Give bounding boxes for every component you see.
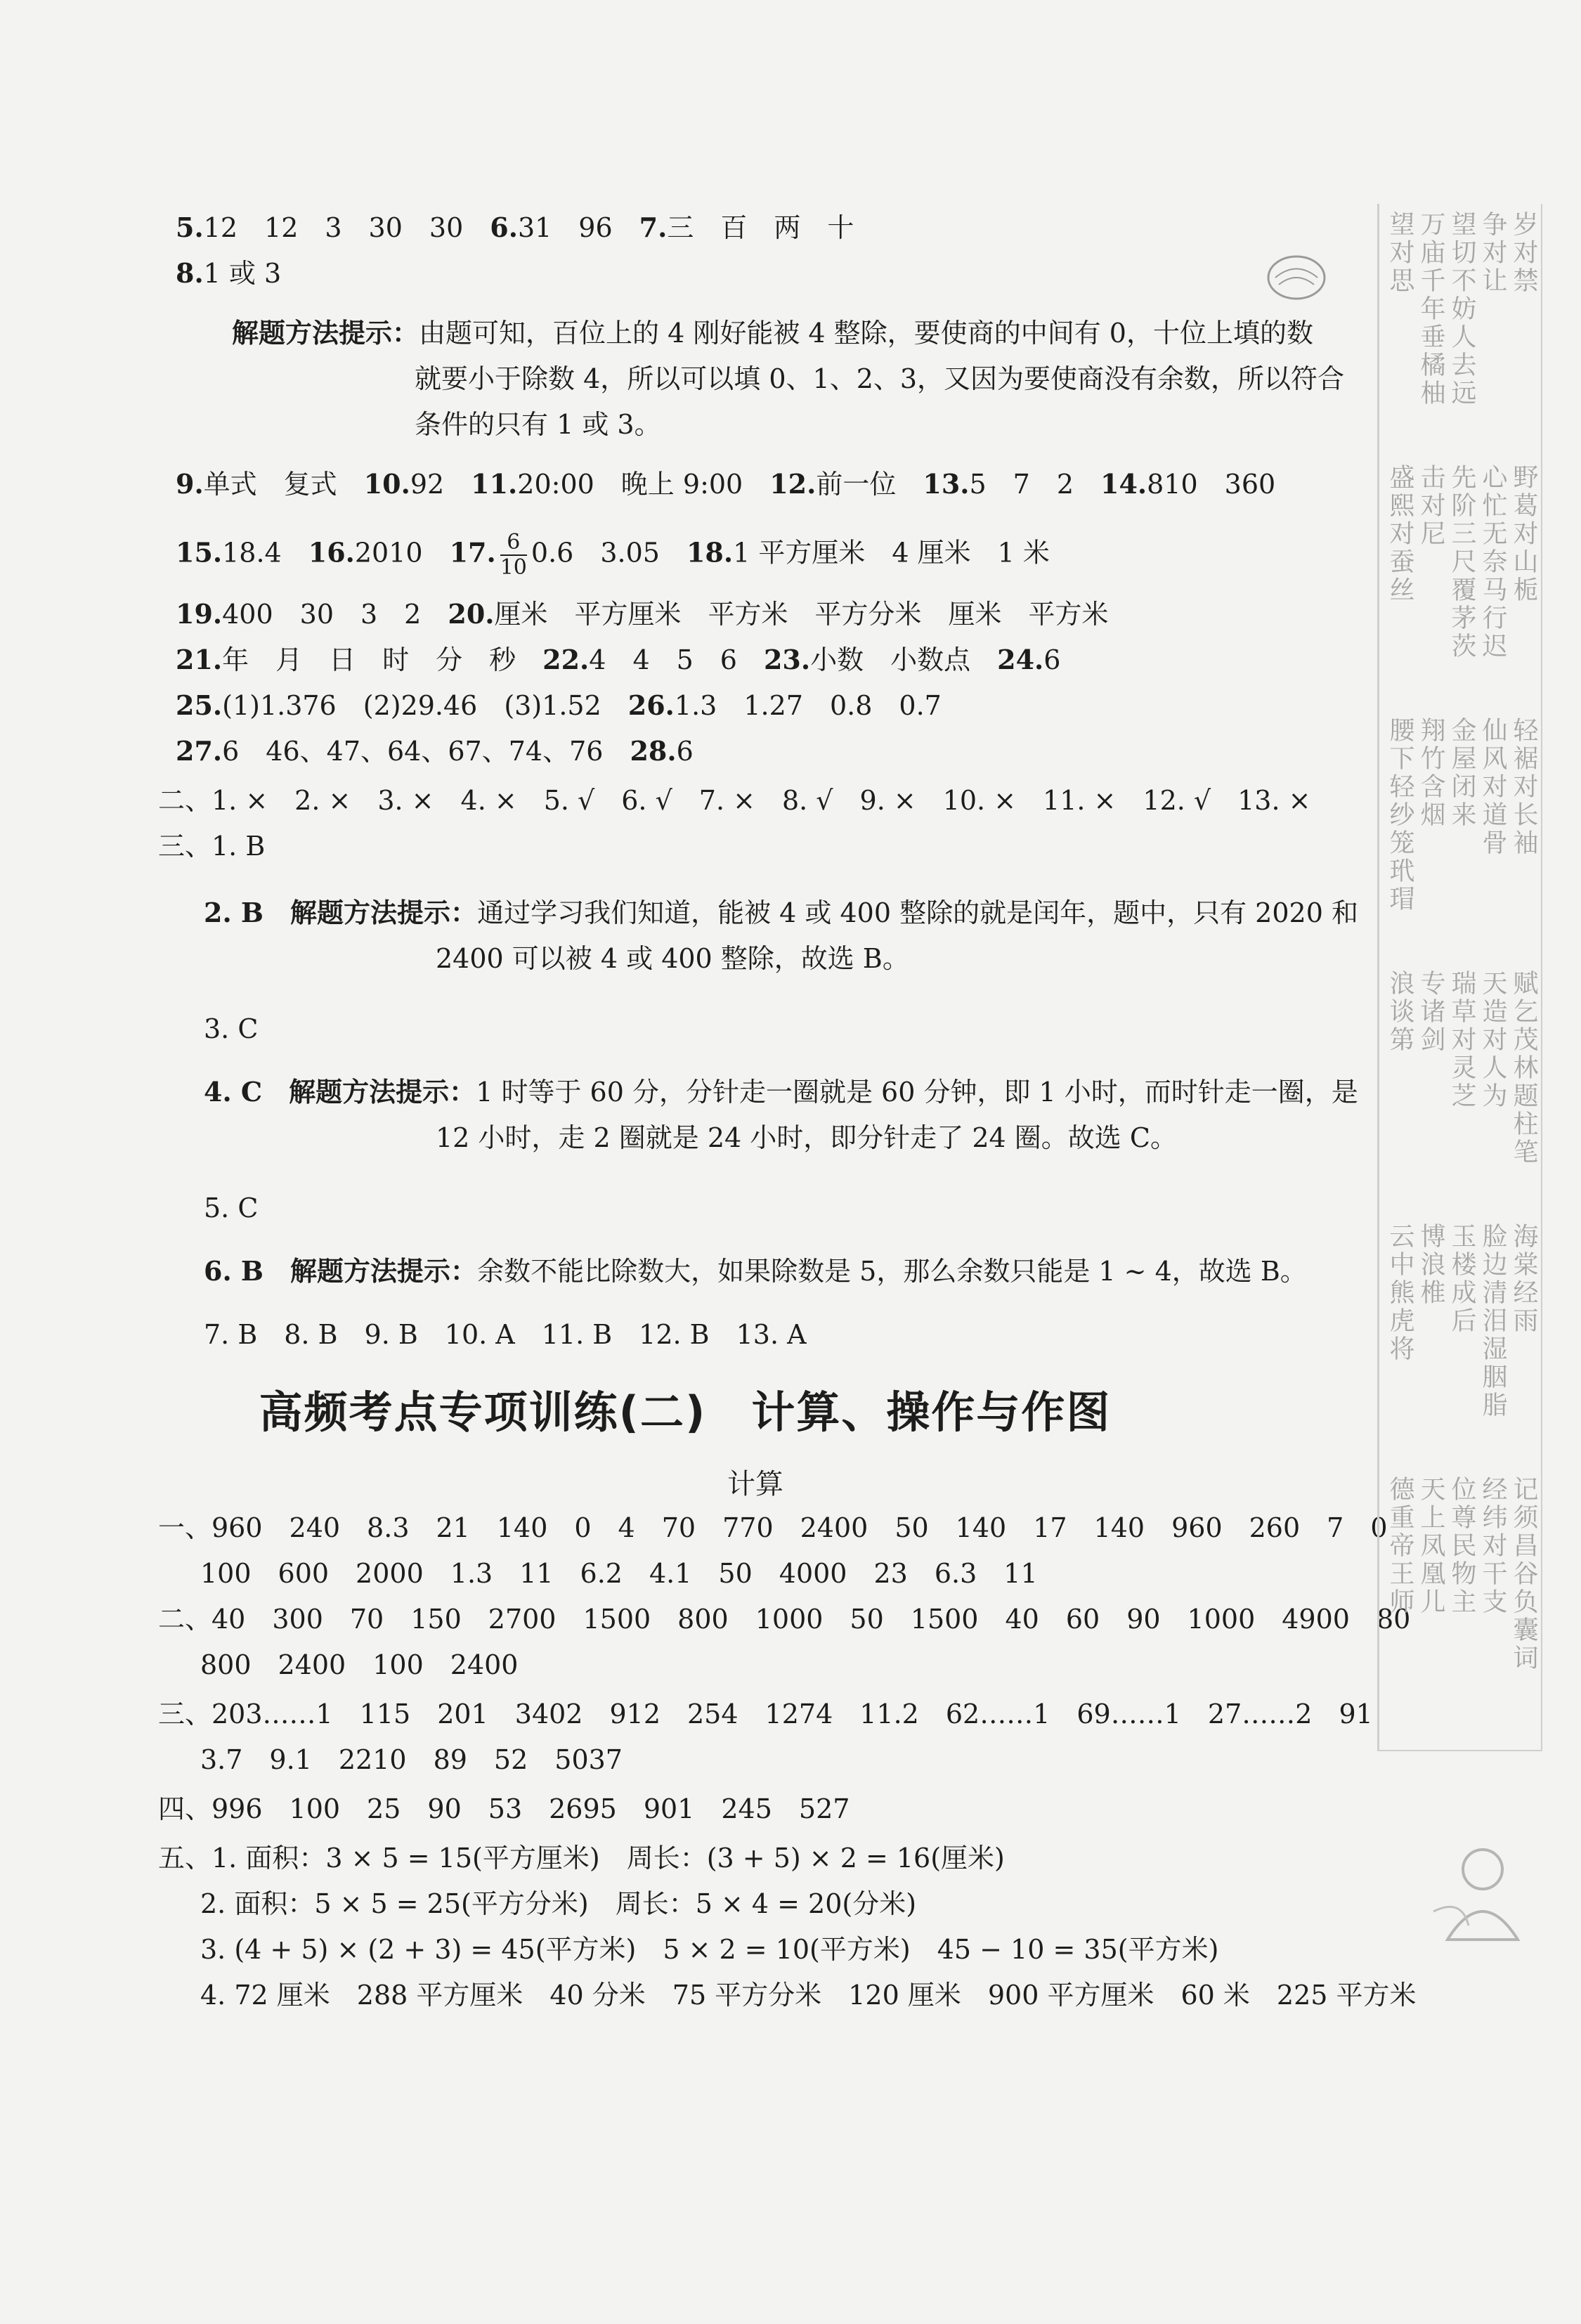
- verse-column: 博浪椎: [1417, 1223, 1445, 1307]
- answer-line-25-26: 25.(1)1.376 (2)29.46 (3)1.52 26.1.3 1.27 0.8 0.7: [176, 689, 942, 721]
- answer-line-19-20: 19.400 30 3 2 20.厘米 平方厘米 平方米 平方分米 厘米 平方米: [176, 598, 1109, 630]
- verse-column: 轻裾对长袖: [1509, 717, 1538, 857]
- hint-8-line3: 条件的只有 1 或 3。: [415, 409, 661, 440]
- calc-5-4: 4. 72 厘米 288 平方厘米 40 分米 75 平方分米 120 厘米 900 平方厘米 60 米 225 平方米: [200, 1980, 1417, 2011]
- choice-answer-7-13: 7. B 8. B 9. B 10. A 11. B 12. B 13. A: [204, 1319, 807, 1350]
- verse-column: 赋乞茂林题柱笔: [1509, 970, 1538, 1167]
- calc-3-line2: 3.7 9.1 2210 89 52 5037: [200, 1744, 623, 1775]
- answer-line-27-28: 27.6 46、47、64、67、74、76 28.6: [176, 735, 694, 767]
- verse-column: 仙风对道骨: [1478, 717, 1507, 857]
- choice-answer-3: 3. C: [204, 1013, 259, 1044]
- verse-column: 专诸剑: [1417, 970, 1445, 1054]
- calc-4: 四、996 100 25 90 53 2695 901 245 527: [158, 1793, 850, 1824]
- answer-line-5-7: 5.12 12 3 30 30 6.31 96 7.三 百 两 十: [176, 212, 854, 243]
- answer-line-8: 8.1 或 3: [176, 257, 282, 289]
- verse-column: 金屋闭来: [1447, 717, 1476, 829]
- verse-column: 心忙无奈马行迟: [1478, 464, 1507, 661]
- verse-column: 天造对人为: [1478, 970, 1507, 1110]
- choice-answer-4-line2: 12 小时，走 2 圈就是 24 小时，即分针走了 24 圈。故选 C。: [436, 1122, 1177, 1153]
- judgement-answers: 二、1. × 2. × 3. × 4. × 5. √ 6. √ 7. × 8. √ 9. × 10. × 11. × 12. √ 13. ×: [158, 785, 1311, 816]
- verse-column: 云中熊虎将: [1386, 1223, 1414, 1363]
- verse-column: 先阶三尺覆茅茨: [1447, 464, 1476, 661]
- calc-3-line1: 三、203……1 115 201 3402 912 254 1274 11.2 62……1 69……1 27……2 91: [158, 1699, 1373, 1729]
- choice-answer-6: 6. B 解题方法提示：余数不能比除数大，如果除数是 5，那么余数只能是 1 ~ 4，故选 B。: [204, 1255, 1307, 1287]
- section-title: 高频考点专项训练(二) 计算、操作与作图: [259, 1387, 1112, 1438]
- verse-column: 岁对禁: [1509, 211, 1538, 295]
- answer-line-9-14: 9.单式 复式 10.92 11.20:00 晚上 9:00 12.前一位 13.5 7 2 14.810 360: [176, 468, 1276, 500]
- choice-answer-4: 4. C 解题方法提示：1 时等于 60 分，分针走一圈就是 60 分钟，即 1 小时，而时针走一圈，是: [204, 1076, 1358, 1108]
- answer-line-15-18: 15.18.4 16.2010 17. $\frac{6}{10}$ 0.6 3.05 18.1 平方厘米 4 厘米 1 米: [176, 530, 1050, 580]
- decorative-figure-icon: [1419, 1827, 1546, 1954]
- choice-answer-2-line2: 2400 可以被 4 或 400 整除，故选 B。: [436, 943, 909, 974]
- choice-answer-5: 5. C: [204, 1193, 259, 1223]
- verse-column: 浪谈第: [1386, 970, 1414, 1054]
- verse-column: 脸边清泪湿胭脂: [1478, 1223, 1507, 1420]
- verse-column: 海棠经雨: [1509, 1223, 1538, 1335]
- verse-column: 望对思: [1386, 211, 1414, 295]
- calc-5-3: 3. (4 + 5) × (2 + 3) = 45(平方米) 5 × 2 = 10(平方米) 45 − 10 = 35(平方米): [200, 1934, 1219, 1965]
- verse-column: 腰下轻纱笼玳瑁: [1386, 717, 1414, 914]
- calc-5-2: 2. 面积：5 × 5 = 25(平方分米) 周长：5 × 4 = 20(分米): [200, 1888, 917, 1919]
- seal-stamp-icon: [1265, 246, 1328, 309]
- verse-column: 野葛对山栀: [1509, 464, 1538, 604]
- verse-column: 位尊民物主: [1447, 1476, 1476, 1616]
- verse-column: 争对让: [1478, 211, 1507, 295]
- verse-column: 记须昌谷负囊词: [1509, 1476, 1538, 1673]
- calc-1-line2: 100 600 2000 1.3 11 6.2 4.1 50 4000 23 6.3 11: [200, 1558, 1038, 1589]
- choice-answer-2: 2. B 解题方法提示：通过学习我们知道，能被 4 或 400 整除的就是闰年，题中，只有 2020 和: [204, 897, 1358, 928]
- verse-column: 经纬对干支: [1478, 1476, 1507, 1616]
- calc-2-line1: 二、40 300 70 150 2700 1500 800 1000 50 1500 40 60 90 1000 4900 80: [158, 1604, 1411, 1635]
- verse-column: 玉楼成后: [1447, 1223, 1476, 1335]
- verse-column: 德重帝王师: [1386, 1476, 1414, 1616]
- calc-1-line1: 一、960 240 8.3 21 140 0 4 70 770 2400 50 140 17 140 960 260 7 0: [158, 1512, 1388, 1543]
- calc-5-1: 五、1. 面积：3 × 5 = 15(平方厘米) 周长：(3 + 5) × 2 = 16(厘米): [158, 1843, 1005, 1874]
- hint-8: 解题方法提示：由题可知，百位上的 4 刚好能被 4 整除，要使商的中间有 0，十位上填的数: [232, 317, 1313, 349]
- section-subtitle: 计算: [727, 1468, 783, 1500]
- verse-column: 击对尼: [1417, 464, 1445, 548]
- calc-2-line2: 800 2400 100 2400: [200, 1649, 519, 1680]
- fraction: $\frac{6}{10}$: [500, 530, 527, 580]
- verse-column: 万庙千年垂橘柚: [1417, 211, 1445, 408]
- answer-line-21-24: 21.年 月 日 时 分 秒 22.4 4 5 6 23.小数 小数点 24.6: [176, 644, 1061, 675]
- decorative-verse-strip: [1377, 204, 1542, 1751]
- choice-answer-1: 三、1. B: [158, 831, 266, 862]
- verse-column: 翔竹含烟: [1417, 717, 1445, 829]
- verse-column: 瑞草对灵芝: [1447, 970, 1476, 1110]
- verse-column: 天上凤凰儿: [1417, 1476, 1445, 1616]
- verse-column: 盛熙对蚕丝: [1386, 464, 1414, 604]
- hint-8-line2: 就要小于除数 4，所以可以填 0、1、2、3，又因为要使商没有余数，所以符合: [415, 363, 1345, 394]
- verse-column: 望切不妨人去远: [1447, 211, 1476, 408]
